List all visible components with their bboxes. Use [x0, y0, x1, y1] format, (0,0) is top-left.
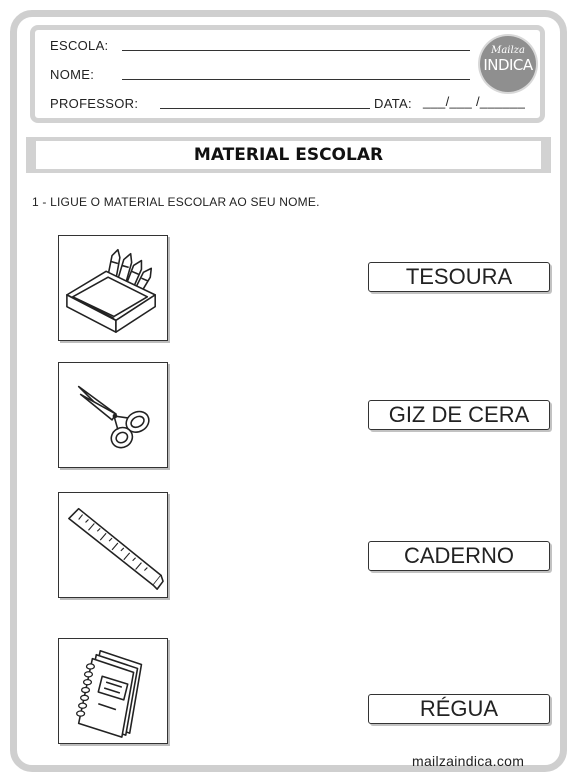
crayons-box-icon [59, 236, 167, 340]
picture-notebook[interactable] [58, 638, 168, 744]
school-label: ESCOLA: [50, 38, 109, 53]
footer-url: mailzaindica.com [412, 753, 525, 769]
word-box-giz-de-cera[interactable]: GIZ DE CERA [368, 400, 550, 430]
date-label: DATA: [374, 96, 412, 111]
teacher-label: PROFESSOR: [50, 96, 139, 111]
school-line[interactable] [122, 50, 470, 51]
mailza-indica-logo: Mailza INDICA [480, 36, 536, 92]
notebook-icon [59, 639, 167, 743]
date-blank[interactable]: ___/___ /______ [423, 94, 526, 109]
page-title: MATERIAL ESCOLAR [26, 137, 551, 173]
instruction-text: 1 - LIGUE O MATERIAL ESCOLAR AO SEU NOME. [32, 195, 320, 209]
ruler-icon [59, 493, 167, 597]
name-line[interactable] [122, 79, 470, 80]
word-box-caderno[interactable]: CADERNO [368, 541, 550, 571]
teacher-line[interactable] [160, 108, 370, 109]
picture-scissors[interactable] [58, 362, 168, 468]
scissors-icon [59, 363, 167, 467]
picture-crayons[interactable] [58, 235, 168, 341]
word-box-regua[interactable]: RÉGUA [368, 694, 550, 724]
name-label: NOME: [50, 67, 95, 82]
picture-ruler[interactable] [58, 492, 168, 598]
word-box-tesoura[interactable]: TESOURA [368, 262, 550, 292]
